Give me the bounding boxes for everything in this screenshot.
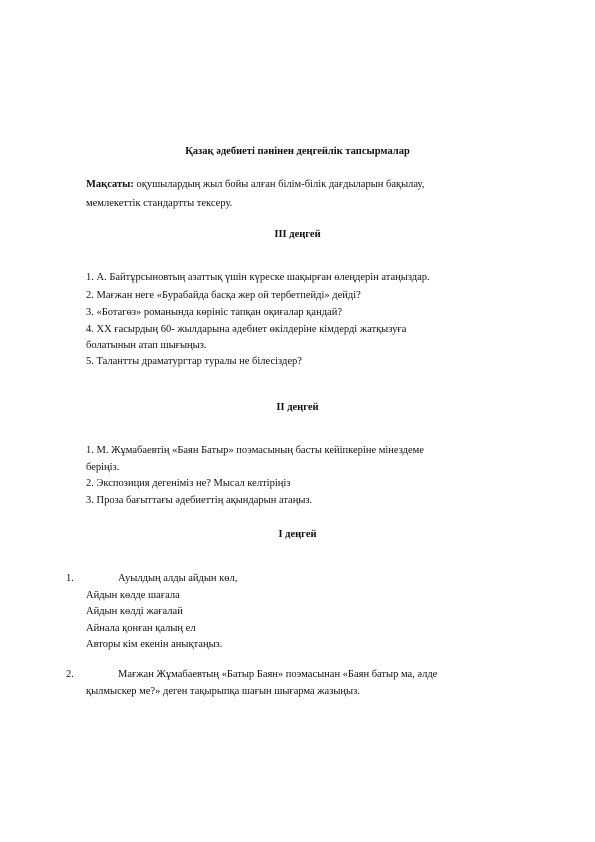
goal-line-1	[86, 178, 424, 192]
page-title: Қазақ әдебиеті пәнінен деңгейлік тапсырмалар	[185, 146, 410, 157]
level-2-item: 1. М. Жұмабаевтің «Баян Батыр» поэмасының басты кейіпкеріне мінездеме	[86, 445, 424, 456]
level-2-item: 2. Экспозиция дегеніміз не? Мысал келтіріңіз	[86, 478, 291, 489]
level-2-item-continued: беріңіз.	[86, 462, 120, 473]
task-1-question: Авторы кім екенін анықтаңыз.	[86, 639, 223, 650]
task-1-number: 1.	[66, 573, 74, 584]
level-3-item: 1. А. Байтұрсыновтың азаттық үшін күреске шақырған өлеңдерін атаңыздар.	[86, 272, 430, 283]
level-2-heading: ІІ деңгей	[276, 402, 319, 413]
poem-line: Айдын көлде шағала	[86, 590, 180, 601]
task-2-line-1: Мағжан Жұмабаевтың «Батыр Баян» поэмасынан «Баян батыр ма, әлде	[118, 669, 438, 680]
poem-line: Ауылдың алды айдын көл,	[118, 573, 238, 584]
level-3-item: 3. «Ботагөз» романында көрініс тапқан оқиғалар қандай?	[86, 307, 342, 318]
poem-line: Айдын көлді жағалай	[86, 606, 183, 617]
level-3-item: 5. Талантты драматургтар туралы не білесіздер?	[86, 356, 302, 367]
goal-text: оқушылардың жыл бойы алған білім-білік дағдыларын бақылау,	[133, 179, 425, 190]
goal-label: Мақсаты:	[86, 179, 134, 190]
level-3-heading: ІІІ деңгей	[274, 229, 321, 240]
level-2-item: 3. Проза бағыттағы әдебиеттің ақындарын атаңыз.	[86, 495, 313, 506]
task-2-number: 2.	[66, 669, 74, 680]
task-2-line-2: қылмыскер ме?» деген тақырыпқа шағын шығарма жазыңыз.	[86, 686, 360, 697]
poem-line: Айнала қонған қалың ел	[86, 623, 196, 634]
level-1-heading: І деңгей	[278, 529, 317, 540]
level-3-item: 2. Мағжан неге «Бурабайда басқа жер ой тербетпейді» дейді?	[86, 290, 361, 301]
level-3-item-continued: болатынын атап шығыңыз.	[86, 340, 207, 351]
goal-line-2: мемлекеттік стандартты тексеру.	[86, 198, 233, 209]
level-3-item: 4. ХХ ғасырдың 60- жылдарына әдебиет өкілдеріне кімдерді жатқызуға	[86, 324, 407, 335]
